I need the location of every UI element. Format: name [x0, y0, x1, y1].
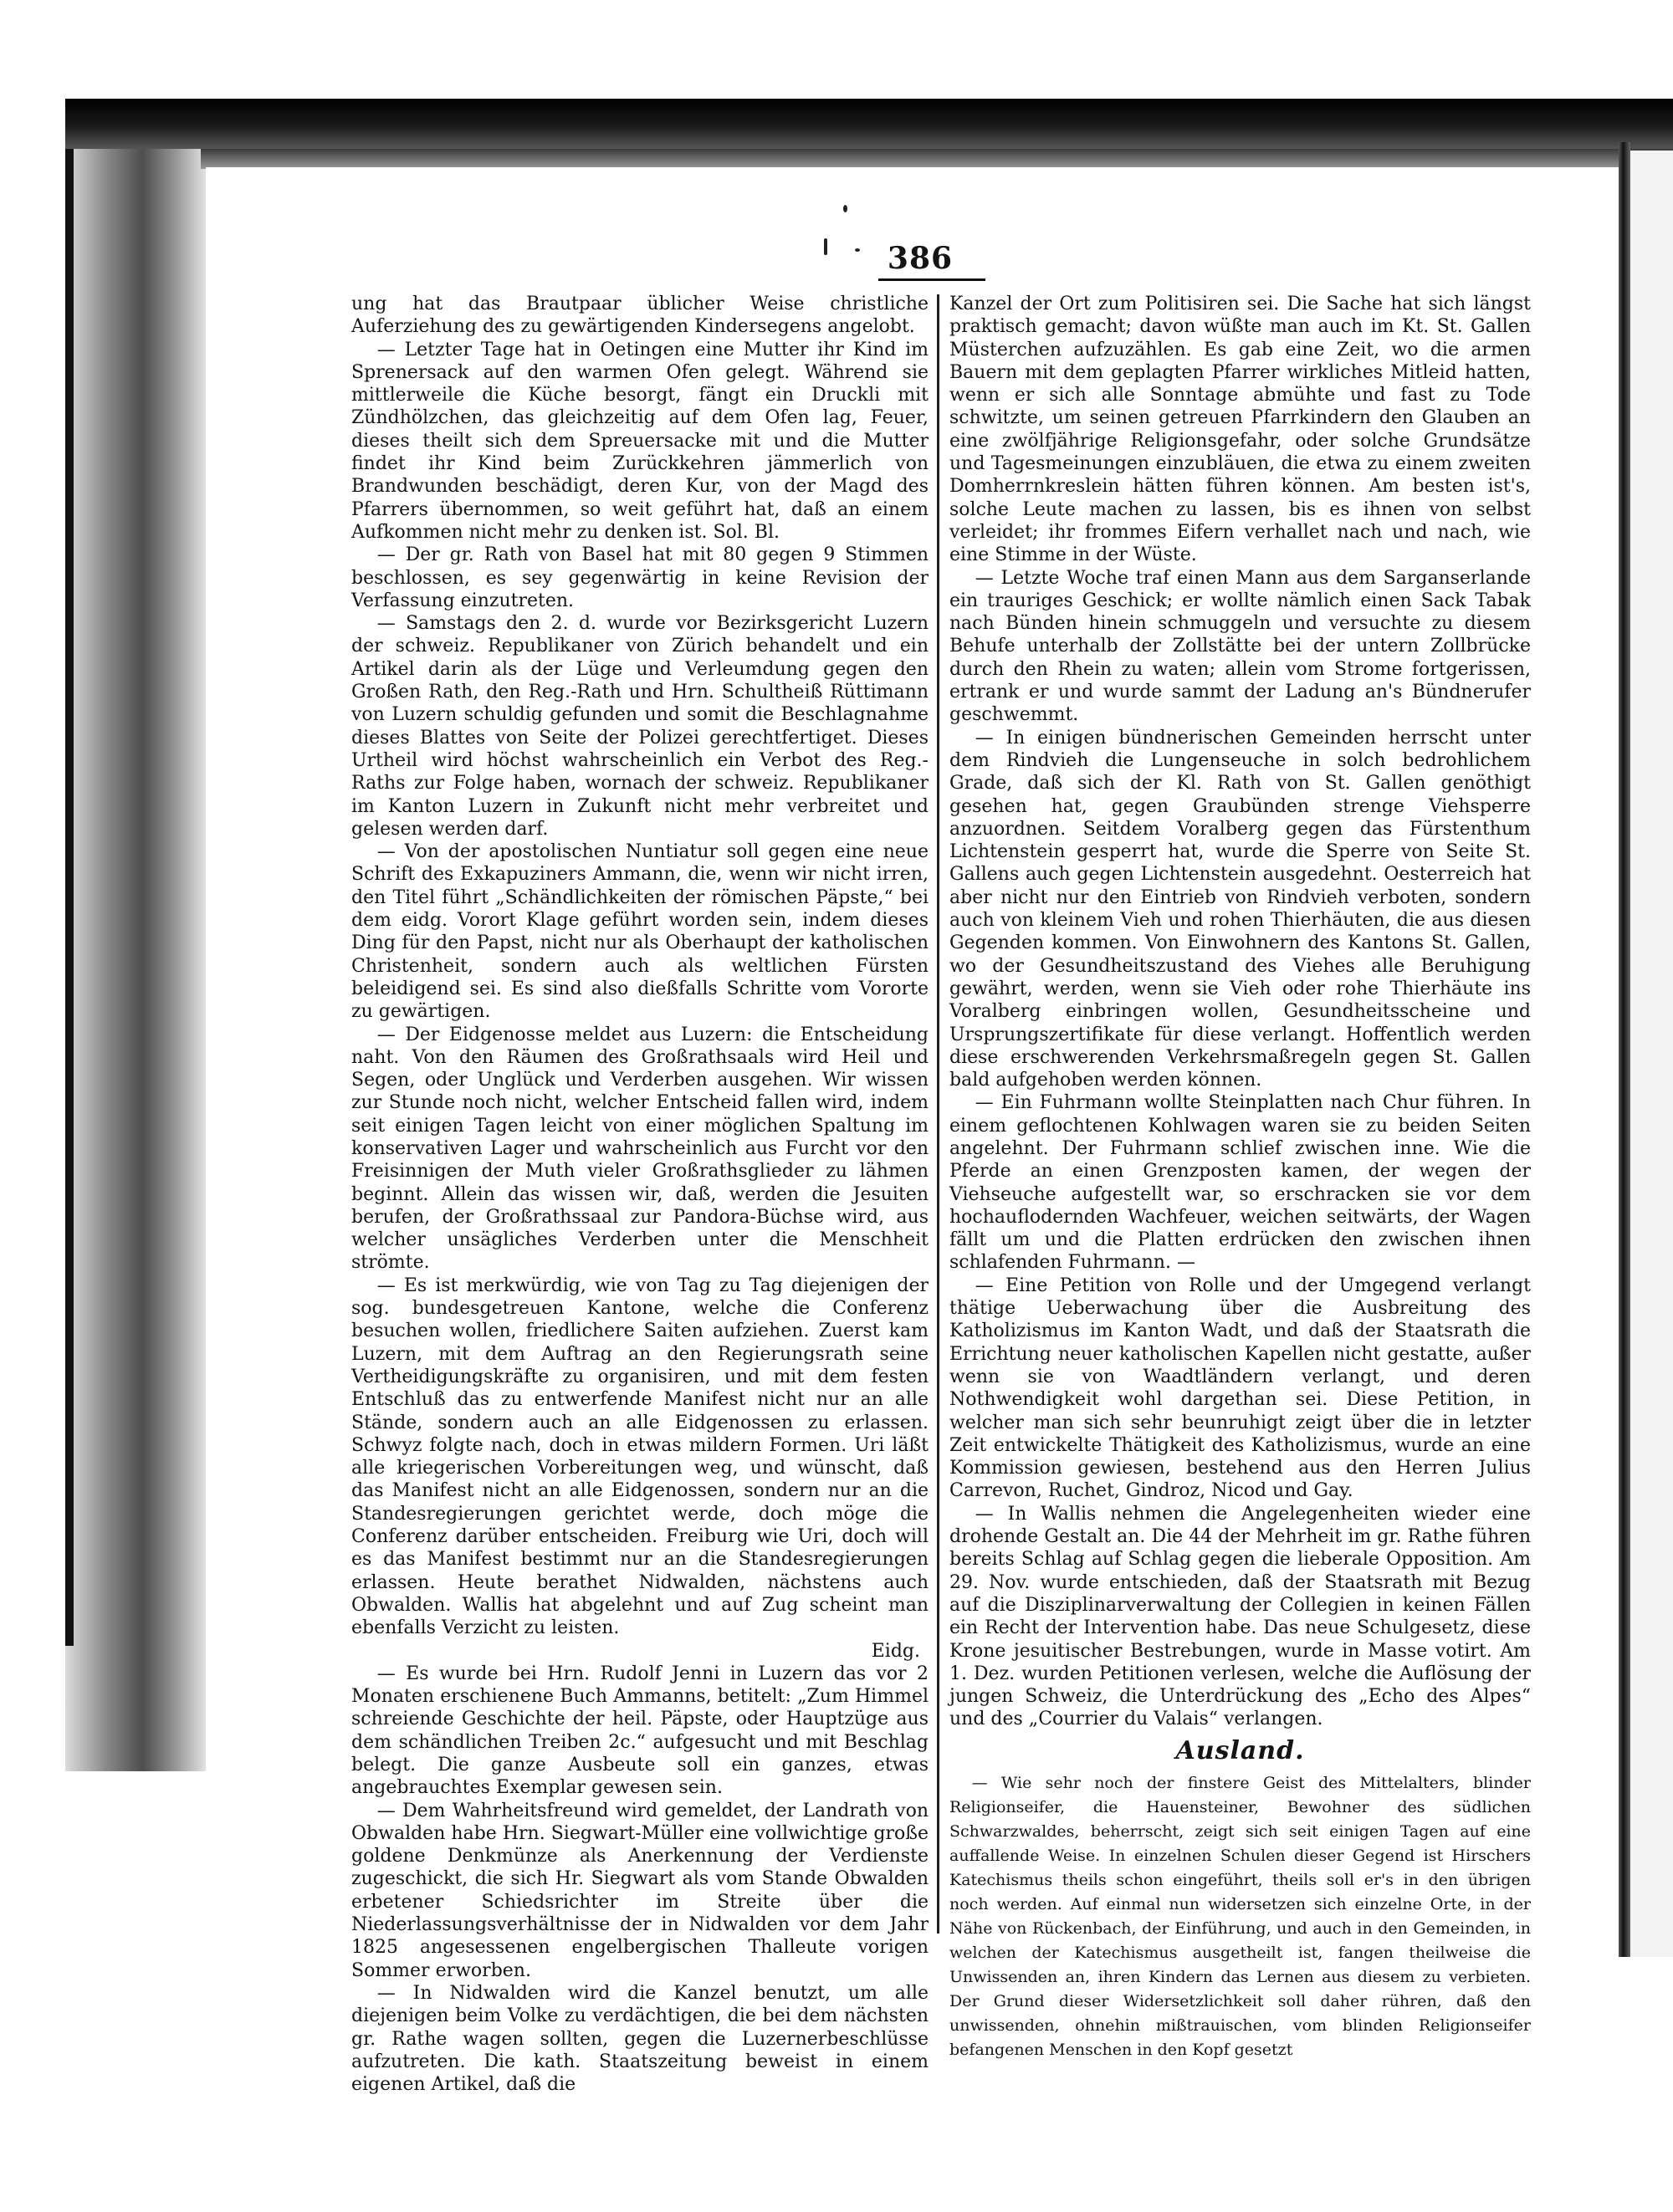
- article-paragraph: Kanzel der Ort zum Politisiren sei. Die Sache hat sich längst praktisch gemacht; davon wüßte man auch im Kt. St. Gallen Müsterchen aufzuzählen. Es gab eine Zeit, wo die armen Bauern mit dem geplagten Pfarrer wirkliches Mitleid hatten, wenn er sich alle Sonntage abmühte und fast zu Tode schwitzte, um seinen getreuen Pfarrkindern den Glauben an eine zwölfjährige Religionsgefahr, oder solche Grundsätze und Tagesmeinungen einzubläuen, die etwa zu einem zweiten Domherrnkreslein hätten führen können. Am besten ist's, solche Leute machen zu lassen, bis es ihnen von selbst verleidet; ihr frommes Eifern verhallet nach und nach, wie eine Stimme in der Wüste.: [949, 294, 1531, 566]
- article-paragraph: — Dem Wahrheitsfreund wird gemeldet, der Landrath von Obwalden habe Hrn. Siegwart-Müller eine vollwichtige große goldene Denkmünze als Anerkennung der Verdienste zugeschickt, die sich Hr. Siegwart als vom Stande Obwalden erbetener Schiedsrichter im Streite über die Niederlassungsverhältnisse der in Nidwalden vor dem Jahr 1825 angesessenen engelbergischen Thalleute vorigen Sommer erworben.: [351, 1800, 929, 1981]
- right-column: [949, 293, 1531, 2059]
- article-paragraph: — Von der apostolischen Nuntiatur soll gegen eine neue Schrift des Exkapuziners Ammann, die, wenn wir nicht irren, den Titel führt „Schändlichkeiten der römischen Päpste,“ bei dem eidg. Vorort Klage geführt worden sein, indem dieses Ding für den Papst, nicht nur als Oberhaupt der katholischen Christenheit, sondern auch als weltlichen Fürsten beleidigend sei. Es sind also dießfalls Schritte vom Vororte zu gewärtigen.: [351, 841, 929, 1023]
- article-paragraph: — Der Eidgenosse meldet aus Luzern: die Entscheidung naht. Von den Räumen des Großrathsaals wird Heil und Segen, oder Unglück und Verderben ausgehen. Wir wissen zur Stunde noch nicht, welcher Entscheid fallen wird, indem seit einigen Tagen leicht von einer möglichen Spaltung im konservativen Lager und wahrscheinlich aus Furcht vor den Freisinnigen der Muth vieler Großrathsglieder zu lähmen beginnt. Allein das wissen wir, daß, werden die Jesuiten berufen, der Großrathssaal zur Pandora-Büchse wird, aus welcher unsägliches Verderben unter die Menschheit strömte.: [351, 1024, 929, 1274]
- article-paragraph: — Eine Petition von Rolle und der Umgegend verlangt thätige Ueberwachung über die Ausbreitung des Katholizismus im Kanton Wadt, und daß der Staatsrath die Errichtung neuer katholischen Kapellen nicht gestatte, außer wenn sie von Waadtländern verlangt, und deren Nothwendigkeit wohl dargethan sei. Diese Petition, in welcher man sich sehr beunruhigt zeigt über die in letzter Zeit entwickelte Thätigkeit des Katholizismus, wurde an eine Kommission gewiesen, bestehend aus den Herren Julius Carrevon, Ruchet, Gindroz, Nicod und Gay.: [949, 1275, 1531, 1502]
- article-paragraph: — In Wallis nehmen die Angelegenheiten wieder eine drohende Gestalt an. Die 44 der Mehrheit im gr. Rathe führen bereits Schlag auf Schlag gegen die lieberale Opposition. Am 29. Nov. wurde entschieden, daß der Staatsrath mit Bezug auf die Disziplinarverwaltung der Collegien in keinen Fällen ein Recht der Intervention habe. Das neue Schulgesetz, diese Krone jesuitischer Bestrebungen, wurde in Masse votirt. Am 1. Dez. wurden Petitionen verlesen, welche die Auflösung der jungen Schweiz, die Unterdrückung des „Echo des Alpes“ und des „Courrier du Valais“ verlangen.: [949, 1503, 1531, 1730]
- column-divider: [937, 294, 939, 1934]
- article-paragraph: — In Nidwalden wird die Kanzel benutzt, um alle diejenigen beim Volke zu verdächtigen, die bei dem nächsten gr. Rathe wagen sollten, gegen die Luzernerbeschlüsse aufzutreten. Die kath. Staatszeitung beweist in einem eigenen Artikel, daß die: [351, 1982, 929, 2096]
- section-heading-ausland: Ausland.: [1175, 1735, 1305, 1765]
- article-paragraph: — Ein Fuhrmann wollte Steinplatten nach Chur führen. In einem geflochtenen Kohlwagen waren sie zu beiden Seiten angelehnt. Der Fuhrmann schlief zwischen inne. Wie die Pferde an einen Grenzposten kamen, der wegen der Viehseuche aufgestellt war, so erschracken sie vor dem hochauflodernden Wachfeuer, weichen seitwärts, der Wagen fällt um und die Platten erdrücken den zwischen ihnen schlafenden Fuhrmann. —: [949, 1092, 1531, 1274]
- left-column: [351, 293, 929, 2096]
- article-paragraph: ung hat das Brautpaar üblicher Weise christliche Auferziehung des zu gewärtigenden Kindersegens angelobt.: [351, 294, 929, 338]
- scan-top-edge-shadow: [201, 149, 1673, 169]
- article-paragraph: — Der gr. Rath von Basel hat mit 80 gegen 9 Stimmen beschlossen, es sey gegenwärtig in keine Revision der Verfassung einzutreten.: [351, 544, 929, 611]
- scan-top-edge: [65, 99, 1673, 149]
- scan-left-edge: [65, 99, 74, 1646]
- article-paragraph: — Letzte Woche traf einen Mann aus dem Sarganserlande ein trauriges Geschick; er wollte nämlich einen Sack Tabak nach Bünden hinein schmuggeln und versuchte zu diesem Behufe unterhalb der Zollstätte bei der untern Zollbrücke durch den Rhein zu waten; allein vom Strome fortgerissen, ertrank er und wurde sammt der Ladung an's Bündnerufer geschwemmt.: [949, 567, 1531, 726]
- article-paragraph: — In einigen bündnerischen Gemeinden herrscht unter dem Rindvieh die Lungenseuche in solch bedrohlichem Grade, daß sich der Kl. Rath von St. Gallen genöthigt gesehen hat, gegen Graubünden strenge Viehsperre anzuordnen. Seitdem Voralberg gegen das Fürstenthum Lichtenstein gesperrt hat, wurde die Sperre von Seite St. Gallens auch gegen Lichtenstein ausgedehnt. Oesterreich hat aber nicht nur den Eintrieb von Rindvieh verboten, sondern auch von kleinem Vieh und rohen Thierhäuten, die aus diesen Gegenden kommen. Von Einwohnern des Kantons St. Gallen, wo der Gesundheitszustand des Viehes alle Beruhigung gewährt, werden, wenn sie Vieh oder rohe Thierhäute ins Voralberg einbringen wollen, Gesundheitsscheine und Ursprungszertifikate für diese verlangt. Hoffentlich werden diese erschwerenden Verkehrsmaßregeln gegen St. Gallen bald aufgehoben werden können.: [949, 727, 1531, 1091]
- ink-speck: [843, 205, 847, 212]
- scan-binding-shadow: [65, 99, 206, 1771]
- scan-page-gutter: [1619, 142, 1630, 1957]
- article-paragraph: — Letzter Tage hat in Oetingen eine Mutter ihr Kind im Sprenersack auf den warmen Ofen gelegt. Während sie mittlerweile die Küche besorgt, fängt ein Druckli mit Zündhölzchen, das gleichzeitig auf dem Ofen lag, Feuer, dieses theilt sich dem Spreuersacke mit und die Mutter findet ihr Kind beim Zurückkehren jämmerlich von Brandwunden beschädigt, deren Kur, von der Magd des Pfarrers übernommen, so weit geführt hat, daß an einem Aufkommen nicht mehr zu denken ist. Sol. Bl.: [351, 339, 929, 543]
- ink-speck: [855, 248, 860, 252]
- article-paragraph: — Wie sehr noch der finstere Geist des Mittelalters, blinder Religionseifer, die Hauensteiner, Bewohner des südlichen Schwarzwaldes, beherrscht, zeigt sich seit einigen Tagen auf eine auffallende Weise. In einzelnen Schulen dieser Gegend ist Hirschers Katechismus theils schon eingeführt, theils soll er's in den übrigen noch werden. Auf einmal nun widersetzen sich einzelne Orte, in der Nähe von Rückenbach, der Einführung, und auch in den Gemeinden, in welchen der Katechismus ausgetheilt ist, fangen theilweise die Unwissenden an, ihren Kindern das Lernen aus diesem zu verbieten. Der Grund dieser Widersetzlichkeit soll daher rühren, daß den unwissenden, ohnehin mißtrauischen, vom blinden Religionseifer befangenen Menschen in den Kopf gesetzt: [949, 1773, 1531, 2059]
- article-source-signature: Eidg.: [871, 1640, 920, 1662]
- page-number-underline: [878, 278, 985, 281]
- article-paragraph: — Es ist merkwürdig, wie von Tag zu Tag diejenigen der sog. bundesgetreuen Kantone, welche die Conferenz besuchen wollen, friedlichere Saiten aufziehen. Zuerst kam Luzern, mit dem Auftrag an den Regierungsrath seine Vertheidigungskräfte zu organisiren, und mit dem festen Entschluß das zu entwerfende Manifest nicht nur an alle Stände, sondern auch an alle Eidgenossen zu erlassen. Schwyz folgte nach, doch in etwas mildern Formen. Uri läßt alle kriegerischen Vorbereitungen weg, und wünscht, daß das Manifest nicht an alle Eidgenossen, sondern nur an die Standesregierungen gerichtet werde, doch möge die Conferenz darüber entscheiden. Freiburg wie Uri, doch will es das Manifest bestimmt nur an die Standesregierungen erlassen. Heute berathet Nidwalden, nächstens auch Obwalden. Wallis hat abgelehnt und auf Zug scheint man ebenfalls Verzicht zu leisten.: [351, 1275, 929, 1639]
- ink-speck: [824, 238, 827, 255]
- article-paragraph: — Es wurde bei Hrn. Rudolf Jenni in Luzern das vor 2 Monaten erschienene Buch Ammanns, betitelt: „Zum Himmel schreiende Geschichte der heil. Päpste, oder Hauptzüge aus dem schändlichen Treiben 2c.“ aufgesucht und mit Beschlag belegt. Die ganze Ausbeute soll ein ganzes, etwas angebrauchtes Exemplar gewesen sein.: [351, 1663, 929, 1799]
- adjacent-page-edge: [1630, 151, 1673, 1957]
- page-number: 386: [887, 241, 954, 276]
- article-paragraph: — Samstags den 2. d. wurde vor Bezirksgericht Luzern der schweiz. Republikaner von Zürich behandelt und ein Artikel darin als der Lüge und Verleumdung gegen den Großen Rath, den Reg.-Rath und Hrn. Schultheiß Rüttimann von Luzern schuldig gefunden und somit die Beschlagnahme dieses Blattes von Seite der Polizei gerechtfertiget. Dieses Urtheil wird höchst wahrscheinlich ein Verbot des Reg.-Raths zur Folge haben, wornach der schweiz. Republikaner im Kanton Luzern in Zukunft nicht mehr verbreitet und gelesen werden darf.: [351, 613, 929, 840]
